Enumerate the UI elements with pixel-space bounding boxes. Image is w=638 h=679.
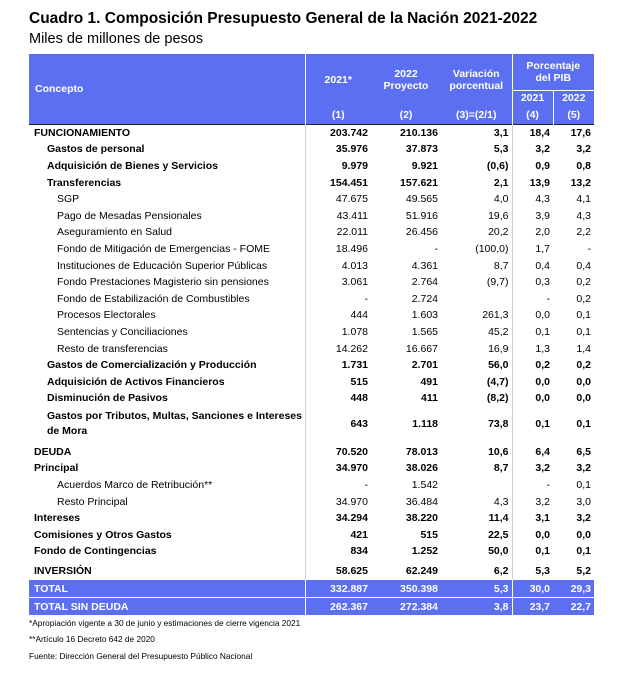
- row-2021: 3.061: [341, 276, 368, 289]
- header-concepto: Concepto: [29, 54, 305, 124]
- row-pct-2021: 13,9: [529, 176, 550, 189]
- row-2022: 411: [421, 392, 438, 405]
- header-n2: (2): [371, 106, 441, 124]
- budget-table: [29, 54, 594, 615]
- row-pct-2022: 3,2: [576, 462, 592, 475]
- row-variacion: 16,9: [441, 340, 512, 357]
- row-variacion: 10,6: [441, 441, 512, 461]
- row-pct-2022: 0,1: [576, 325, 592, 338]
- row-pct-2022: 6,5: [576, 445, 592, 458]
- row-2021: 18.496: [335, 242, 368, 255]
- row-pct-2022: 0,1: [576, 479, 592, 492]
- row-variacion: 6,2: [441, 560, 512, 580]
- row-2021: 47.675: [335, 193, 368, 206]
- row-pct-2022: 0,0: [576, 528, 592, 541]
- row-2022: 49.565: [405, 193, 438, 206]
- header-n5: (5): [553, 106, 594, 124]
- row-pct-2022: 4,3: [576, 209, 592, 222]
- table-row: [29, 477, 594, 494]
- row-pct-2021: 30,0: [512, 580, 553, 598]
- header-pct-2022: 2022: [553, 90, 594, 106]
- header-2021: 2021*: [305, 54, 371, 106]
- table-row: [29, 560, 594, 580]
- row-2022: 36.484: [405, 495, 438, 508]
- row-variacion: 8,7: [441, 460, 512, 477]
- row-2021: 14.262: [335, 342, 368, 355]
- note-fuente: Fuente: Dirección General del Presupuesto Público Nacional: [29, 651, 253, 661]
- table-row: [29, 373, 594, 390]
- table-row: [29, 274, 594, 291]
- row-variacion: [441, 477, 512, 494]
- row-2022: 491: [420, 375, 438, 388]
- row-pct-2021: 3,2: [535, 143, 550, 156]
- row-label: Resto Principal: [29, 493, 305, 510]
- row-pct-2021: 0,2: [535, 359, 550, 372]
- row-pct-2021: 4,3: [535, 193, 550, 206]
- table-row: [29, 241, 594, 258]
- row-pct-2021: 0,3: [535, 276, 550, 289]
- row-2021: 448: [350, 392, 368, 405]
- header-2022: 2022 Proyecto: [371, 54, 441, 106]
- row-2022: 1.118: [412, 417, 438, 430]
- row-pct-2022: 0,4: [576, 259, 592, 272]
- row-2021: 1.731: [341, 359, 368, 372]
- row-pct-2021: 3,9: [535, 209, 550, 222]
- row-pct-2022: 0,2: [576, 359, 592, 372]
- row-2021: 34.970: [335, 495, 368, 508]
- row-variacion: 5,3: [441, 141, 512, 158]
- row-pct-2022: 13,2: [570, 176, 592, 189]
- row-2022: 272.384: [371, 598, 441, 616]
- row-variacion: 50,0: [441, 543, 512, 560]
- table-row: [29, 357, 594, 374]
- row-pct-2021: -: [546, 479, 550, 492]
- table-row: [29, 460, 594, 477]
- row-2021: 262.367: [305, 598, 371, 616]
- row-variacion: 4,3: [441, 493, 512, 510]
- row-label: Adquisición de Bienes y Servicios: [29, 158, 305, 175]
- row-2022: 9.921: [411, 159, 438, 172]
- row-variacion: 5,3: [441, 580, 512, 598]
- table-row: [29, 407, 594, 441]
- row-2021: 22.011: [336, 226, 368, 239]
- row-2021: 9.979: [341, 159, 368, 172]
- row-2022: 1.252: [411, 545, 438, 558]
- row-pct-2022: 1,4: [576, 342, 592, 355]
- row-pct-2021: 0,1: [535, 545, 550, 558]
- row-2022: 157.621: [400, 176, 438, 189]
- row-pct-2022: 22,7: [553, 598, 594, 616]
- table-body: [29, 124, 594, 615]
- row-variacion: [441, 290, 512, 307]
- row-2021: -: [364, 479, 368, 492]
- row-2022: 37.873: [405, 143, 438, 156]
- row-label: Acuerdos Marco de Retribución**: [29, 477, 305, 494]
- row-label: Resto de transferencias: [29, 340, 305, 357]
- row-2022: 26.456: [405, 226, 438, 239]
- row-label: TOTAL: [29, 580, 305, 598]
- table-row: [29, 174, 594, 191]
- row-pct-2021: 0,4: [535, 259, 550, 272]
- row-label: Fondo de Contingencias: [29, 543, 305, 560]
- row-pct-2021: 3,2: [535, 495, 550, 508]
- row-2022: 38.026: [405, 462, 438, 475]
- row-pct-2022: 0,1: [576, 417, 592, 430]
- header-n4: (4): [512, 106, 553, 124]
- row-2022: 16.667: [405, 342, 438, 355]
- row-pct-2022: 3,2: [576, 512, 592, 525]
- row-pct-2021: 0,9: [535, 159, 550, 172]
- row-pct-2022: 0,2: [576, 276, 592, 289]
- row-2021: 70.520: [335, 445, 368, 458]
- row-variacion: 11,4: [441, 510, 512, 527]
- row-pct-2021: 0,0: [535, 392, 550, 405]
- row-2022: 4.361: [411, 259, 438, 272]
- row-pct-2022: 4,1: [576, 193, 592, 206]
- row-label: Fondo Prestaciones Magisterio sin pensiones: [29, 274, 305, 291]
- table-row: [29, 441, 594, 461]
- row-pct-2021: 23,7: [512, 598, 553, 616]
- row-variacion: 8,7: [441, 257, 512, 274]
- row-label: SGP: [29, 191, 305, 208]
- row-pct-2021: 0,1: [535, 325, 550, 338]
- row-variacion: 45,2: [441, 324, 512, 341]
- row-variacion: 3,1: [441, 124, 512, 141]
- row-2021: 1.078: [341, 325, 368, 338]
- row-variacion: 19,6: [441, 207, 512, 224]
- table-row: [29, 510, 594, 527]
- header-n1: (1): [305, 106, 371, 124]
- row-2021: 4.013: [341, 259, 368, 272]
- row-variacion: 4,0: [441, 191, 512, 208]
- row-label: Transferencias: [29, 174, 305, 191]
- row-2022: -: [434, 242, 438, 255]
- row-pct-2021: 18,4: [512, 124, 553, 141]
- table-row: [29, 158, 594, 175]
- row-pct-2021: 5,3: [535, 565, 550, 578]
- row-pct-2022: 0,1: [576, 309, 592, 322]
- row-2021: 58.625: [335, 565, 368, 578]
- row-label: Gastos por Tributos, Multas, Sanciones e Intereses de Mora: [29, 407, 305, 441]
- row-pct-2021: 1,7: [535, 242, 550, 255]
- row-label: Adquisición de Activos Financieros: [29, 373, 305, 390]
- row-pct-2022: 17,6: [553, 124, 594, 141]
- row-label: INVERSIÓN: [29, 560, 305, 580]
- row-2021: 643: [350, 417, 368, 430]
- row-2021: -: [364, 292, 368, 305]
- row-2021: 154.451: [330, 176, 368, 189]
- table-title: Cuadro 1. Composición Presupuesto General de la Nación 2021-2022: [29, 10, 538, 27]
- table-row: [29, 493, 594, 510]
- row-2021: 34.970: [335, 462, 368, 475]
- row-label: Fondo de Mitigación de Emergencias - FOME: [29, 241, 305, 258]
- row-pct-2021: 0,1: [535, 417, 550, 430]
- row-2022: 1.565: [411, 325, 438, 338]
- row-2021: 203.742: [305, 124, 371, 141]
- row-variacion: 20,2: [441, 224, 512, 241]
- row-pct-2022: 0,0: [576, 375, 592, 388]
- row-2021: 332.887: [305, 580, 371, 598]
- row-2022: 38.220: [405, 512, 438, 525]
- row-pct-2021: 0,0: [535, 528, 550, 541]
- row-variacion: 22,5: [441, 527, 512, 544]
- row-pct-2021: 6,4: [535, 445, 550, 458]
- row-variacion: (100,0): [441, 241, 512, 258]
- row-2022: 2.764: [411, 276, 438, 289]
- row-2021: 834: [350, 545, 368, 558]
- row-2022: 62.249: [405, 565, 438, 578]
- table-row: [29, 207, 594, 224]
- table-row: [29, 191, 594, 208]
- row-2022: 51.916: [405, 209, 438, 222]
- row-2022: 515: [420, 528, 438, 541]
- row-pct-2022: 3,0: [576, 495, 592, 508]
- row-2022: 350.398: [371, 580, 441, 598]
- row-label: TOTAL SIN DEUDA: [29, 598, 305, 616]
- row-pct-2022: -: [587, 242, 592, 255]
- table-row: [29, 340, 594, 357]
- row-label: Aseguramiento en Salud: [29, 224, 305, 241]
- header-pct-2021: 2021: [512, 90, 553, 106]
- table-row: [29, 598, 594, 616]
- row-pct-2021: 0,0: [535, 375, 550, 388]
- row-label: Fondo de Estabilización de Combustibles: [29, 290, 305, 307]
- row-2022: 210.136: [371, 124, 441, 141]
- row-pct-2022: 5,2: [576, 565, 592, 578]
- row-2021: 43.411: [336, 209, 368, 222]
- table-row: [29, 290, 594, 307]
- row-variacion: 2,1: [441, 174, 512, 191]
- row-pct-2021: -: [546, 292, 550, 305]
- row-variacion: 3,8: [441, 598, 512, 616]
- row-2022: 2.724: [411, 292, 438, 305]
- table-row: [29, 141, 594, 158]
- table-row: [29, 124, 594, 141]
- table-row: [29, 580, 594, 598]
- header-variacion: Variación porcentual: [441, 54, 512, 106]
- row-variacion: (9,7): [441, 274, 512, 291]
- row-2021: 34.294: [335, 512, 368, 525]
- row-label: Instituciones de Educación Superior Públicas: [29, 257, 305, 274]
- table-row: [29, 543, 594, 560]
- header-n3: (3)=(2/1): [441, 106, 512, 124]
- row-label: Gastos de personal: [29, 141, 305, 158]
- row-label: Principal: [29, 460, 305, 477]
- row-pct-2022: 2,2: [576, 226, 592, 239]
- row-2021: 35.976: [335, 143, 368, 156]
- note-articulo: **Artículo 16 Decreto 642 de 2020: [29, 634, 155, 644]
- header-porcentaje-pib: Porcentaje del PIB: [512, 54, 594, 90]
- table-row: [29, 527, 594, 544]
- row-pct-2021: 3,2: [535, 462, 550, 475]
- row-variacion: (8,2): [441, 390, 512, 407]
- table-row: [29, 257, 594, 274]
- row-label: Pago de Mesadas Pensionales: [29, 207, 305, 224]
- row-label: DEUDA: [29, 441, 305, 461]
- row-label: Gastos de Comercialización y Producción: [29, 357, 305, 374]
- row-label: Procesos Electorales: [29, 307, 305, 324]
- row-2022: 78.013: [405, 445, 438, 458]
- row-variacion: (0,6): [441, 158, 512, 175]
- note-apropiacion: *Apropiación vigente a 30 de junio y estimaciones de cierre vigencia 2021: [29, 618, 301, 628]
- row-2022: 1.542: [411, 479, 438, 492]
- row-label: Intereses: [29, 510, 305, 527]
- row-variacion: (4,7): [441, 373, 512, 390]
- table-subtitle: Miles de millones de pesos: [29, 31, 204, 47]
- row-variacion: 73,8: [441, 407, 512, 441]
- row-label: Comisiones y Otros Gastos: [29, 527, 305, 544]
- row-variacion: 261,3: [441, 307, 512, 324]
- row-pct-2022: 29,3: [553, 580, 594, 598]
- row-variacion: 56,0: [441, 357, 512, 374]
- row-pct-2022: 0,2: [576, 292, 592, 305]
- row-2021: 444: [350, 309, 368, 322]
- row-2022: 1.603: [411, 309, 438, 322]
- row-pct-2022: 0,0: [576, 392, 592, 405]
- table-row: [29, 307, 594, 324]
- table-row: [29, 390, 594, 407]
- row-pct-2021: 0,0: [535, 309, 550, 322]
- table-row: [29, 224, 594, 241]
- row-pct-2021: 2,0: [535, 226, 550, 239]
- row-pct-2022: 3,2: [576, 143, 592, 156]
- row-pct-2022: 0,8: [576, 159, 592, 172]
- row-pct-2021: 3,1: [535, 512, 550, 525]
- row-label: FUNCIONAMIENTO: [29, 124, 305, 141]
- row-2021: 515: [350, 375, 368, 388]
- row-pct-2022: 0,1: [576, 545, 592, 558]
- table-row: [29, 324, 594, 341]
- row-2022: 2.701: [411, 359, 438, 372]
- row-pct-2021: 1,3: [535, 342, 550, 355]
- row-2021: 421: [350, 528, 368, 541]
- row-label: Sentencias y Conciliaciones: [29, 324, 305, 341]
- row-label: Disminución de Pasivos: [29, 390, 305, 407]
